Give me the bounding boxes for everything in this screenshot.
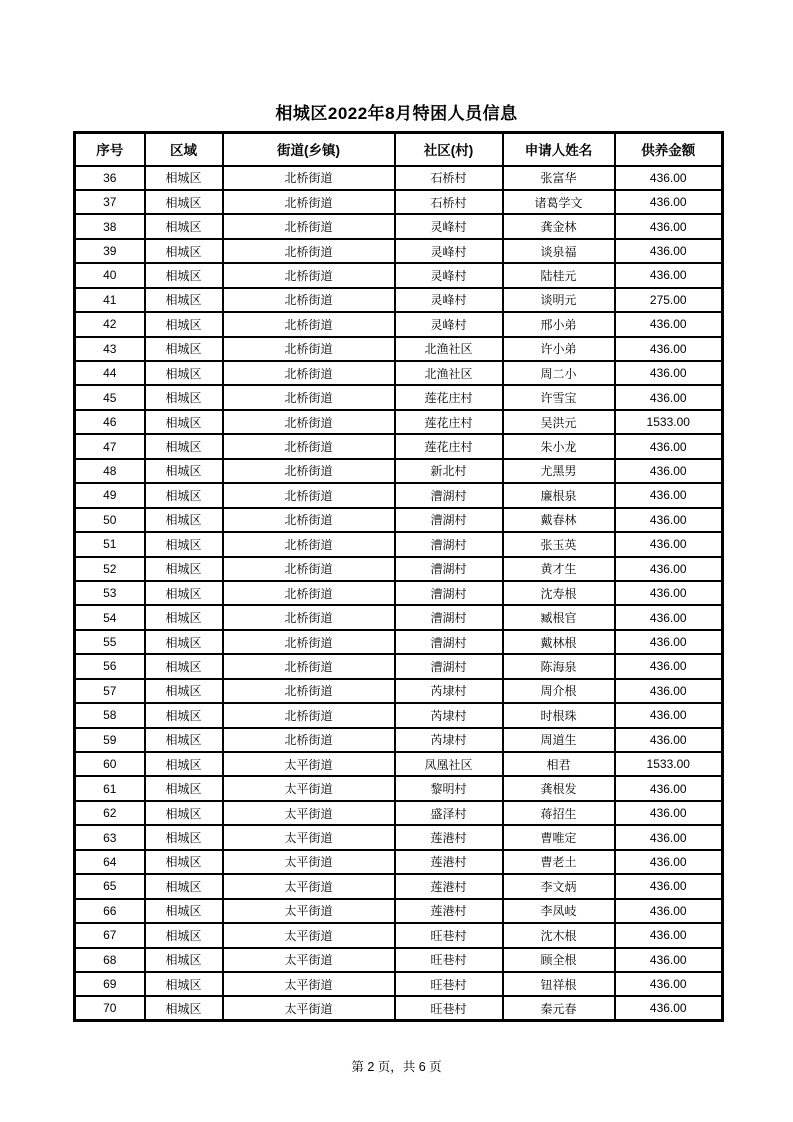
table-row — [75, 801, 723, 825]
cell-region: 相城区 — [145, 874, 223, 898]
cell-amount: 436.00 — [615, 728, 723, 752]
cell-community: 灵峰村 — [395, 214, 503, 238]
column-header-street: 街道(乡镇) — [223, 133, 395, 166]
cell-seq: 54 — [75, 605, 145, 629]
cell-amount: 436.00 — [615, 972, 723, 996]
cell-seq: 48 — [75, 459, 145, 483]
table-row — [75, 654, 723, 678]
cell-seq: 39 — [75, 239, 145, 263]
cell-street: 太平街道 — [223, 752, 395, 776]
cell-applicant-name: 戴春林 — [503, 508, 615, 532]
cell-region: 相城区 — [145, 312, 223, 336]
table-row — [75, 874, 723, 898]
cell-region: 相城区 — [145, 532, 223, 556]
cell-community: 芮埭村 — [395, 679, 503, 703]
cell-street: 太平街道 — [223, 923, 395, 947]
table-row — [75, 337, 723, 361]
cell-community: 石桥村 — [395, 166, 503, 190]
cell-applicant-name: 秦元春 — [503, 996, 615, 1020]
table-row — [75, 263, 723, 287]
cell-seq: 57 — [75, 679, 145, 703]
cell-street: 北桥街道 — [223, 532, 395, 556]
table-row — [75, 605, 723, 629]
cell-amount: 436.00 — [615, 874, 723, 898]
table-row — [75, 752, 723, 776]
cell-applicant-name: 张玉英 — [503, 532, 615, 556]
column-header-amount: 供养金额 — [615, 133, 723, 166]
cell-seq: 63 — [75, 825, 145, 849]
cell-street: 太平街道 — [223, 948, 395, 972]
cell-applicant-name: 谈泉福 — [503, 239, 615, 263]
cell-community: 莲花庄村 — [395, 385, 503, 409]
cell-applicant-name: 张富华 — [503, 166, 615, 190]
cell-community: 旺巷村 — [395, 996, 503, 1020]
cell-amount: 436.00 — [615, 239, 723, 263]
table-row — [75, 703, 723, 727]
cell-applicant-name: 曹唯定 — [503, 825, 615, 849]
cell-applicant-name: 周道生 — [503, 728, 615, 752]
table-row — [75, 239, 723, 263]
cell-amount: 436.00 — [615, 703, 723, 727]
cell-applicant-name: 龚根发 — [503, 776, 615, 800]
cell-amount: 436.00 — [615, 190, 723, 214]
cell-community: 芮埭村 — [395, 703, 503, 727]
table-row — [75, 972, 723, 996]
cell-region: 相城区 — [145, 190, 223, 214]
table-row — [75, 312, 723, 336]
cell-street: 北桥街道 — [223, 679, 395, 703]
cell-community: 芮埭村 — [395, 728, 503, 752]
cell-amount: 436.00 — [615, 337, 723, 361]
cell-community: 盛泽村 — [395, 801, 503, 825]
cell-applicant-name: 尤黑男 — [503, 459, 615, 483]
cell-community: 北渔社区 — [395, 361, 503, 385]
cell-region: 相城区 — [145, 385, 223, 409]
cell-region: 相城区 — [145, 337, 223, 361]
cell-street: 北桥街道 — [223, 361, 395, 385]
table-row — [75, 825, 723, 849]
cell-community: 莲港村 — [395, 899, 503, 923]
cell-applicant-name: 周二小 — [503, 361, 615, 385]
cell-seq: 45 — [75, 385, 145, 409]
cell-seq: 59 — [75, 728, 145, 752]
table-row — [75, 996, 723, 1020]
table-row — [75, 899, 723, 923]
cell-street: 北桥街道 — [223, 337, 395, 361]
cell-seq: 53 — [75, 581, 145, 605]
cell-region: 相城区 — [145, 948, 223, 972]
cell-street: 北桥街道 — [223, 288, 395, 312]
cell-amount: 436.00 — [615, 679, 723, 703]
cell-community: 莲花庄村 — [395, 434, 503, 458]
cell-community: 漕湖村 — [395, 654, 503, 678]
cell-street: 北桥街道 — [223, 410, 395, 434]
roster-table — [73, 131, 724, 1022]
table-row — [75, 923, 723, 947]
cell-region: 相城区 — [145, 483, 223, 507]
cell-amount: 436.00 — [615, 361, 723, 385]
table-row — [75, 361, 723, 385]
cell-amount: 436.00 — [615, 948, 723, 972]
cell-seq: 37 — [75, 190, 145, 214]
table-row — [75, 728, 723, 752]
cell-region: 相城区 — [145, 776, 223, 800]
table-body — [75, 166, 723, 1021]
cell-region: 相城区 — [145, 288, 223, 312]
cell-amount: 436.00 — [615, 825, 723, 849]
cell-seq: 43 — [75, 337, 145, 361]
cell-community: 灵峰村 — [395, 288, 503, 312]
cell-seq: 51 — [75, 532, 145, 556]
cell-community: 石桥村 — [395, 190, 503, 214]
cell-seq: 67 — [75, 923, 145, 947]
column-header-seq: 序号 — [75, 133, 145, 166]
cell-community: 新北村 — [395, 459, 503, 483]
cell-region: 相城区 — [145, 825, 223, 849]
cell-amount: 436.00 — [615, 532, 723, 556]
cell-applicant-name: 戴林根 — [503, 630, 615, 654]
cell-applicant-name: 邢小弟 — [503, 312, 615, 336]
column-header-region: 区域 — [145, 133, 223, 166]
cell-community: 灵峰村 — [395, 239, 503, 263]
cell-amount: 275.00 — [615, 288, 723, 312]
table-row — [75, 532, 723, 556]
table-row — [75, 508, 723, 532]
cell-community: 漕湖村 — [395, 605, 503, 629]
cell-applicant-name: 廉根泉 — [503, 483, 615, 507]
cell-amount: 436.00 — [615, 434, 723, 458]
cell-community: 莲港村 — [395, 874, 503, 898]
cell-street: 太平街道 — [223, 996, 395, 1020]
cell-street: 北桥街道 — [223, 508, 395, 532]
table-row — [75, 776, 723, 800]
cell-applicant-name: 谈明元 — [503, 288, 615, 312]
cell-applicant-name: 李凤岐 — [503, 899, 615, 923]
cell-community: 漕湖村 — [395, 557, 503, 581]
header-row — [75, 133, 723, 166]
cell-amount: 436.00 — [615, 630, 723, 654]
cell-region: 相城区 — [145, 850, 223, 874]
cell-applicant-name: 沈木根 — [503, 923, 615, 947]
cell-community: 旺巷村 — [395, 923, 503, 947]
table-row — [75, 679, 723, 703]
cell-applicant-name: 龚金林 — [503, 214, 615, 238]
cell-amount: 436.00 — [615, 166, 723, 190]
table-row — [75, 948, 723, 972]
cell-street: 北桥街道 — [223, 703, 395, 727]
cell-applicant-name: 曹老土 — [503, 850, 615, 874]
cell-community: 漕湖村 — [395, 630, 503, 654]
cell-region: 相城区 — [145, 581, 223, 605]
cell-street: 北桥街道 — [223, 557, 395, 581]
cell-region: 相城区 — [145, 801, 223, 825]
cell-seq: 41 — [75, 288, 145, 312]
cell-street: 太平街道 — [223, 776, 395, 800]
cell-seq: 40 — [75, 263, 145, 287]
cell-applicant-name: 相君 — [503, 752, 615, 776]
cell-street: 北桥街道 — [223, 214, 395, 238]
cell-community: 漕湖村 — [395, 581, 503, 605]
cell-amount: 436.00 — [615, 923, 723, 947]
cell-region: 相城区 — [145, 972, 223, 996]
cell-seq: 50 — [75, 508, 145, 532]
cell-community: 莲花庄村 — [395, 410, 503, 434]
cell-amount: 1533.00 — [615, 752, 723, 776]
table-row — [75, 630, 723, 654]
cell-amount: 436.00 — [615, 483, 723, 507]
cell-region: 相城区 — [145, 557, 223, 581]
cell-applicant-name: 朱小龙 — [503, 434, 615, 458]
cell-street: 太平街道 — [223, 899, 395, 923]
cell-region: 相城区 — [145, 923, 223, 947]
cell-street: 北桥街道 — [223, 728, 395, 752]
cell-community: 灵峰村 — [395, 263, 503, 287]
cell-seq: 68 — [75, 948, 145, 972]
cell-seq: 49 — [75, 483, 145, 507]
cell-region: 相城区 — [145, 899, 223, 923]
cell-applicant-name: 黄才生 — [503, 557, 615, 581]
cell-community: 漕湖村 — [395, 508, 503, 532]
cell-region: 相城区 — [145, 996, 223, 1020]
cell-street: 太平街道 — [223, 850, 395, 874]
table-row — [75, 385, 723, 409]
table-row — [75, 850, 723, 874]
cell-street: 北桥街道 — [223, 605, 395, 629]
table-row — [75, 214, 723, 238]
cell-region: 相城区 — [145, 459, 223, 483]
table-row — [75, 410, 723, 434]
cell-region: 相城区 — [145, 728, 223, 752]
cell-applicant-name: 沈寿根 — [503, 581, 615, 605]
cell-community: 旺巷村 — [395, 948, 503, 972]
cell-street: 北桥街道 — [223, 630, 395, 654]
cell-applicant-name: 陆桂元 — [503, 263, 615, 287]
cell-seq: 47 — [75, 434, 145, 458]
cell-seq: 38 — [75, 214, 145, 238]
cell-applicant-name: 许雪宝 — [503, 385, 615, 409]
cell-applicant-name: 周介根 — [503, 679, 615, 703]
cell-applicant-name: 臧根官 — [503, 605, 615, 629]
cell-applicant-name: 诸葛学文 — [503, 190, 615, 214]
cell-region: 相城区 — [145, 434, 223, 458]
cell-amount: 436.00 — [615, 263, 723, 287]
cell-street: 太平街道 — [223, 825, 395, 849]
table-row — [75, 557, 723, 581]
cell-applicant-name: 钮祥根 — [503, 972, 615, 996]
cell-street: 太平街道 — [223, 874, 395, 898]
cell-seq: 66 — [75, 899, 145, 923]
cell-seq: 44 — [75, 361, 145, 385]
cell-community: 莲港村 — [395, 850, 503, 874]
cell-street: 北桥街道 — [223, 654, 395, 678]
cell-street: 太平街道 — [223, 801, 395, 825]
cell-community: 漕湖村 — [395, 532, 503, 556]
cell-community: 北渔社区 — [395, 337, 503, 361]
cell-seq: 46 — [75, 410, 145, 434]
cell-community: 黎明村 — [395, 776, 503, 800]
cell-amount: 436.00 — [615, 581, 723, 605]
column-header-community: 社区(村) — [395, 133, 503, 166]
cell-street: 北桥街道 — [223, 483, 395, 507]
cell-amount: 436.00 — [615, 996, 723, 1020]
cell-amount: 436.00 — [615, 605, 723, 629]
cell-street: 北桥街道 — [223, 581, 395, 605]
cell-amount: 436.00 — [615, 654, 723, 678]
table-header — [75, 133, 723, 166]
cell-region: 相城区 — [145, 752, 223, 776]
cell-seq: 65 — [75, 874, 145, 898]
cell-seq: 58 — [75, 703, 145, 727]
cell-street: 北桥街道 — [223, 190, 395, 214]
table-row — [75, 459, 723, 483]
cell-seq: 36 — [75, 166, 145, 190]
cell-street: 北桥街道 — [223, 239, 395, 263]
cell-region: 相城区 — [145, 679, 223, 703]
cell-street: 太平街道 — [223, 972, 395, 996]
cell-seq: 61 — [75, 776, 145, 800]
cell-region: 相城区 — [145, 654, 223, 678]
cell-seq: 55 — [75, 630, 145, 654]
cell-region: 相城区 — [145, 263, 223, 287]
table-row — [75, 581, 723, 605]
cell-community: 莲港村 — [395, 825, 503, 849]
cell-region: 相城区 — [145, 239, 223, 263]
cell-amount: 436.00 — [615, 776, 723, 800]
cell-seq: 70 — [75, 996, 145, 1020]
cell-seq: 62 — [75, 801, 145, 825]
cell-seq: 64 — [75, 850, 145, 874]
cell-community: 灵峰村 — [395, 312, 503, 336]
table-row — [75, 434, 723, 458]
cell-amount: 1533.00 — [615, 410, 723, 434]
cell-amount: 436.00 — [615, 801, 723, 825]
table-row — [75, 166, 723, 190]
cell-amount: 436.00 — [615, 214, 723, 238]
cell-community: 凤凰社区 — [395, 752, 503, 776]
cell-street: 北桥街道 — [223, 312, 395, 336]
table-row — [75, 288, 723, 312]
cell-street: 北桥街道 — [223, 263, 395, 287]
cell-amount: 436.00 — [615, 557, 723, 581]
page-footer: 第 2 页，共 6 页 — [351, 1060, 442, 1074]
cell-amount: 436.00 — [615, 850, 723, 874]
cell-region: 相城区 — [145, 508, 223, 532]
cell-amount: 436.00 — [615, 508, 723, 532]
cell-region: 相城区 — [145, 166, 223, 190]
cell-region: 相城区 — [145, 703, 223, 727]
cell-region: 相城区 — [145, 361, 223, 385]
cell-seq: 60 — [75, 752, 145, 776]
cell-street: 北桥街道 — [223, 434, 395, 458]
column-header-applicant: 申请人姓名 — [503, 133, 615, 166]
cell-region: 相城区 — [145, 214, 223, 238]
table-row — [75, 190, 723, 214]
cell-seq: 42 — [75, 312, 145, 336]
cell-community: 漕湖村 — [395, 483, 503, 507]
cell-region: 相城区 — [145, 410, 223, 434]
cell-amount: 436.00 — [615, 385, 723, 409]
table-row — [75, 483, 723, 507]
cell-applicant-name: 李文炳 — [503, 874, 615, 898]
cell-applicant-name: 陈海泉 — [503, 654, 615, 678]
cell-applicant-name: 时根珠 — [503, 703, 615, 727]
cell-seq: 56 — [75, 654, 145, 678]
cell-region: 相城区 — [145, 630, 223, 654]
cell-region: 相城区 — [145, 605, 223, 629]
cell-street: 北桥街道 — [223, 459, 395, 483]
cell-seq: 52 — [75, 557, 145, 581]
cell-applicant-name: 顾全根 — [503, 948, 615, 972]
page-title: 相城区2022年8月特困人员信息 — [275, 104, 518, 123]
cell-seq: 69 — [75, 972, 145, 996]
cell-applicant-name: 吴洪元 — [503, 410, 615, 434]
cell-amount: 436.00 — [615, 899, 723, 923]
cell-amount: 436.00 — [615, 459, 723, 483]
cell-applicant-name: 蒋招生 — [503, 801, 615, 825]
cell-applicant-name: 许小弟 — [503, 337, 615, 361]
cell-community: 旺巷村 — [395, 972, 503, 996]
cell-street: 北桥街道 — [223, 166, 395, 190]
cell-amount: 436.00 — [615, 312, 723, 336]
cell-street: 北桥街道 — [223, 385, 395, 409]
